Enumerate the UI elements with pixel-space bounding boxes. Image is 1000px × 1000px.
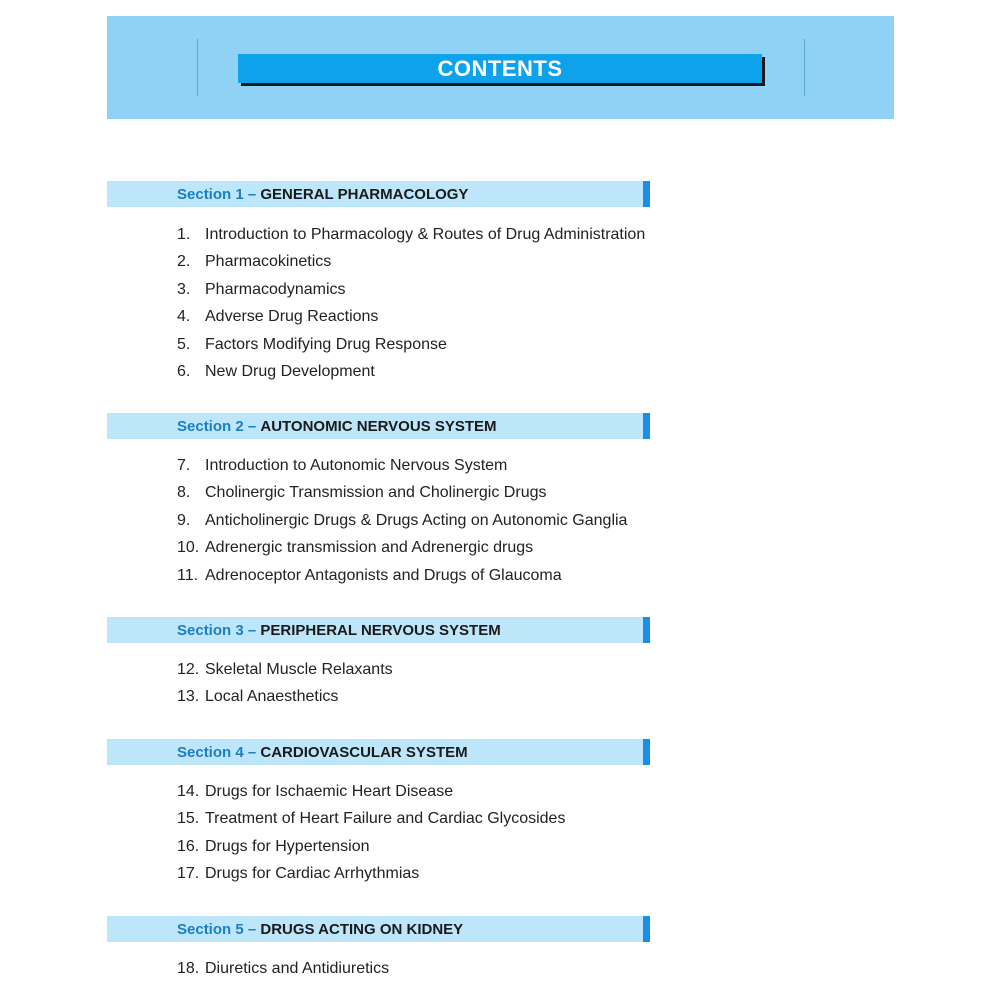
chapter-item[interactable]	[177, 656, 393, 683]
chapter-number: 4.	[177, 308, 191, 326]
section-header-2	[107, 413, 650, 439]
chapter-title: Drugs for Hypertension	[205, 837, 370, 855]
chapter-item[interactable]	[177, 331, 645, 358]
chapter-item[interactable]	[177, 479, 627, 506]
chapter-title: Cholinergic Transmission and Cholinergic Drugs	[205, 484, 547, 502]
chapter-number: 3.	[177, 280, 191, 298]
section-accent	[643, 413, 650, 439]
section-accent	[643, 617, 650, 643]
chapter-item[interactable]	[177, 248, 645, 275]
chapter-number: 5.	[177, 335, 191, 353]
contents-banner	[107, 16, 894, 119]
chapter-number: 16.	[177, 837, 200, 855]
chapter-number: 10.	[177, 539, 200, 557]
chapter-number: 15.	[177, 810, 200, 828]
chapter-title: Adrenoceptor Antagonists and Drugs of Glaucoma	[205, 566, 562, 584]
chapter-item[interactable]	[177, 358, 645, 385]
section-header-3	[107, 617, 650, 643]
banner-divider-right	[804, 39, 805, 96]
chapter-list-4	[177, 778, 565, 888]
page-title: CONTENTS	[238, 54, 762, 83]
chapter-item[interactable]	[177, 452, 627, 479]
chapter-item[interactable]	[177, 833, 565, 860]
chapter-title: Local Anaesthetics	[205, 688, 339, 706]
section-number: Section 3 –	[177, 621, 261, 639]
chapter-title: Introduction to Pharmacology & Routes of Drug Administration	[205, 226, 646, 243]
section-title: GENERAL PHARMACOLOGY	[260, 185, 469, 203]
chapter-list-2	[177, 452, 627, 589]
chapter-item[interactable]	[177, 507, 627, 534]
section-accent	[643, 739, 650, 765]
chapter-number: 18.	[177, 960, 200, 977]
chapter-list-1	[177, 221, 645, 385]
chapter-item[interactable]	[177, 778, 565, 805]
chapter-number: 17.	[177, 865, 200, 883]
chapter-title: Pharmacodynamics	[205, 280, 346, 298]
chapter-item[interactable]	[177, 562, 627, 589]
chapter-number: 6.	[177, 362, 191, 380]
chapter-item[interactable]	[177, 276, 645, 303]
section-accent	[643, 916, 650, 942]
chapter-item[interactable]	[177, 955, 389, 982]
chapter-list-3	[177, 656, 393, 711]
chapter-list-5	[177, 955, 389, 982]
section-title: CARDIOVASCULAR SYSTEM	[260, 743, 468, 761]
chapter-item[interactable]	[177, 860, 565, 887]
chapter-title: Pharmacokinetics	[205, 253, 332, 271]
chapter-number: 14.	[177, 783, 200, 800]
section-accent	[643, 181, 650, 207]
chapter-number: 9.	[177, 511, 191, 529]
chapter-title: Adverse Drug Reactions	[205, 308, 379, 326]
chapter-title: Diuretics and Antidiuretics	[205, 960, 390, 977]
chapter-item[interactable]	[177, 221, 645, 248]
chapter-title: Treatment of Heart Failure and Cardiac Glycosides	[205, 810, 566, 828]
chapter-number: 2.	[177, 253, 191, 271]
chapter-item[interactable]	[177, 303, 645, 330]
section-title: PERIPHERAL NERVOUS SYSTEM	[260, 621, 501, 639]
chapter-title: Anticholinergic Drugs & Drugs Acting on Autonomic Ganglia	[205, 511, 628, 529]
chapter-number: 8.	[177, 484, 191, 502]
section-number: Section 1 –	[177, 185, 261, 203]
banner-divider-left	[197, 39, 198, 96]
chapter-number: 7.	[177, 457, 191, 474]
chapter-title: Factors Modifying Drug Response	[205, 335, 447, 353]
section-header-5	[107, 916, 650, 942]
section-number: Section 4 –	[177, 743, 261, 761]
chapter-item[interactable]	[177, 683, 393, 710]
chapter-number: 12.	[177, 661, 200, 678]
chapter-title: Adrenergic transmission and Adrenergic drugs	[205, 539, 534, 557]
section-header-1	[107, 181, 650, 207]
section-number: Section 2 –	[177, 417, 261, 435]
chapter-number: 11.	[177, 566, 199, 584]
chapter-item[interactable]	[177, 534, 627, 561]
chapter-title: Skeletal Muscle Relaxants	[205, 661, 393, 678]
chapter-title: Drugs for Cardiac Arrhythmias	[205, 865, 420, 883]
chapter-title: Drugs for Ischaemic Heart Disease	[205, 783, 454, 800]
section-title: AUTONOMIC NERVOUS SYSTEM	[260, 417, 497, 435]
section-header-4	[107, 739, 650, 765]
section-title: DRUGS ACTING ON KIDNEY	[260, 920, 464, 938]
chapter-number: 1.	[177, 226, 191, 243]
chapter-title: New Drug Development	[205, 362, 375, 380]
section-number: Section 5 –	[177, 920, 261, 938]
chapter-title: Introduction to Autonomic Nervous System	[205, 457, 508, 474]
chapter-item[interactable]	[177, 805, 565, 832]
chapter-number: 13.	[177, 688, 200, 706]
